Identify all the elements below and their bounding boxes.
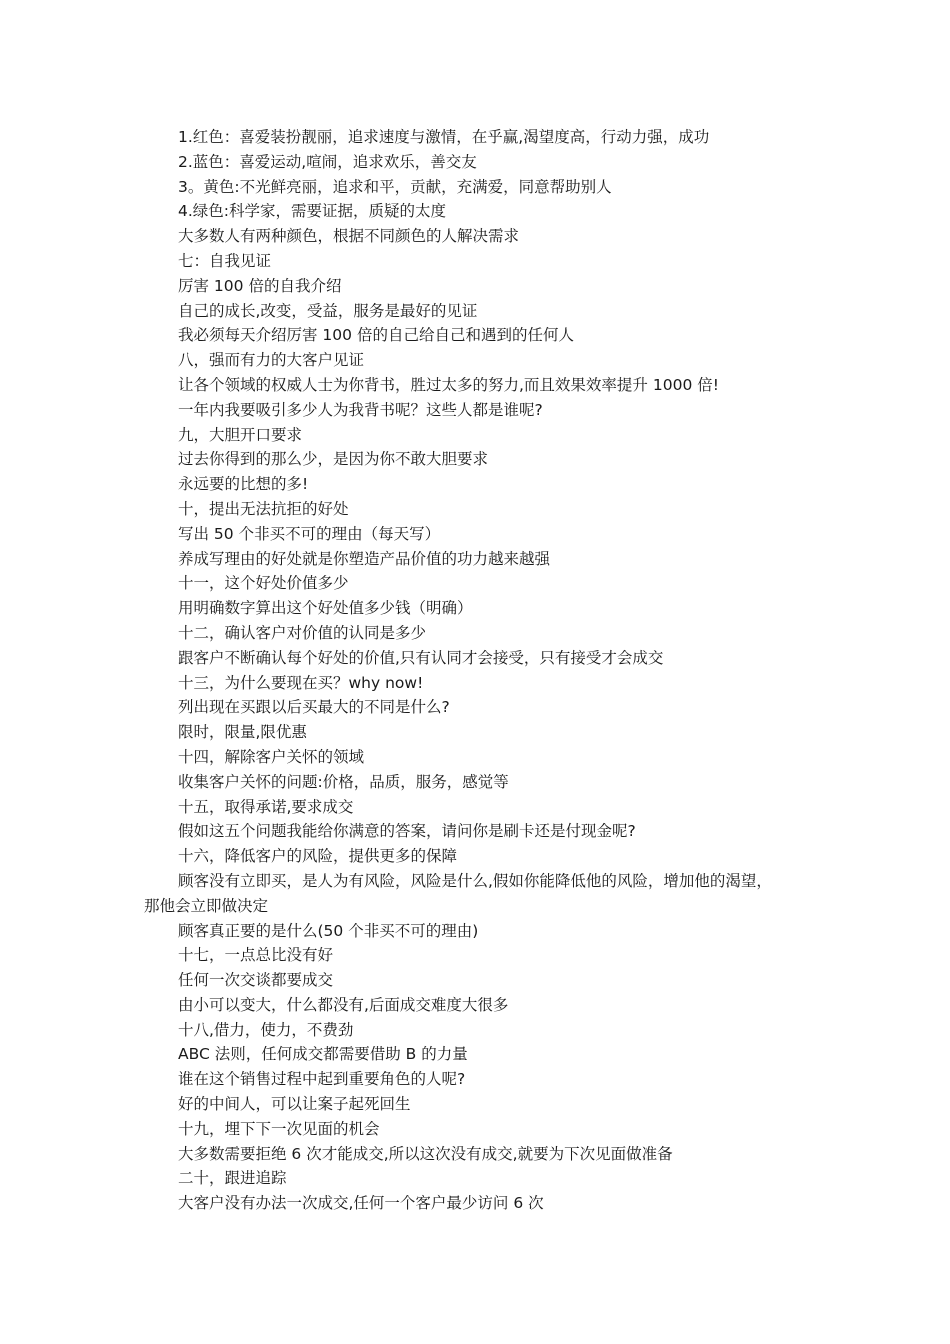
text-line: 永远要的比想的多! xyxy=(178,475,309,494)
text-line: 2.蓝色：喜爱运动,喧闹，追求欢乐，善交友 xyxy=(178,152,477,171)
section-heading: 八，强而有力的大客户见证 xyxy=(178,351,365,370)
text-line: 我必须每天介绍厉害 100 倍的自己给自己和遇到的任何人 xyxy=(178,326,574,345)
text-line: 大多数需要拒绝 6 次才能成交,所以这次没有成交,就要为下次见面做准备 xyxy=(178,1144,673,1163)
wrapped-paragraph xyxy=(144,869,824,919)
text-line: 收集客户关怀的问题:价格，品质，服务，感觉等 xyxy=(178,772,509,791)
text-line: 列出现在买跟以后买最大的不同是什么? xyxy=(178,698,450,717)
text-line: 让各个领域的权威人士为你背书，胜过太多的努力,而且效果效率提升 1000 倍! xyxy=(178,375,719,394)
text-line: 假如这五个问题我能给你满意的答案，请问你是刷卡还是付现金呢? xyxy=(178,822,636,841)
text-line: 大多数人有两种颜色，根据不同颜色的人解决需求 xyxy=(178,227,520,246)
section-heading: 九，大胆开口要求 xyxy=(178,425,303,444)
text-line: 4.绿色:科学家，需要证据，质疑的太度 xyxy=(178,202,447,221)
section-heading: 十三，为什么要现在买？why now! xyxy=(178,673,424,692)
text-line: 写出 50 个非买不可的理由（每天写） xyxy=(178,524,441,543)
text-line: 谁在这个销售过程中起到重要角色的人呢? xyxy=(178,1070,466,1089)
section-heading: 十五，取得承诺,要求成交 xyxy=(178,797,354,816)
text-line: 一年内我要吸引多少人为我背书呢？这些人都是谁呢? xyxy=(178,400,543,419)
section-heading: 十，提出无法抗拒的好处 xyxy=(178,499,349,518)
section-heading: 十二，确认客户对价值的认同是多少 xyxy=(178,623,427,642)
text-line: 用明确数字算出这个好处值多少钱（明确） xyxy=(178,599,473,618)
section-heading: 十六，降低客户的风险，提供更多的保障 xyxy=(178,847,458,866)
section-heading: 十八,借力，使力，不费劲 xyxy=(178,1020,354,1039)
text-line: ABC 法则，任何成交都需要借助 B 的力量 xyxy=(178,1045,468,1064)
text-line: 3。黄色:不光鲜亮丽，追求和平，贡献，充满爱，同意帮助别人 xyxy=(178,177,612,196)
text-line: 由小可以变大，什么都没有,后面成交难度大很多 xyxy=(178,995,509,1014)
section-heading: 十一，这个好处价值多少 xyxy=(178,574,349,593)
wrapped-paragraph-line-1: 顾客没有立即买，是人为有风险，风险是什么,假如你能降低他的风险，增加他的渴望， xyxy=(178,871,772,890)
text-line: 顾客真正要的是什么(50 个非买不可的理由) xyxy=(178,921,479,940)
text-line: 1.红色：喜爱装扮靓丽，追求速度与激情，在乎赢,渴望度高，行动力强，成功 xyxy=(178,128,710,146)
text-line: 自己的成长,改变，受益，服务是最好的见证 xyxy=(178,301,478,320)
text-line: 好的中间人，可以让案子起死回生 xyxy=(178,1095,411,1114)
section-heading: 十九，埋下下一次见面的机会 xyxy=(178,1119,380,1138)
text-line: 跟客户不断确认每个好处的价值,只有认同才会接受，只有接受才会成交 xyxy=(178,648,664,667)
text-line: 任何一次交谈都要成交 xyxy=(178,971,334,990)
wrapped-paragraph-line-2: 那他会立即做决定 xyxy=(144,896,269,915)
text-line: 养成写理由的好处就是你塑造产品价值的功力越来越强 xyxy=(178,549,551,568)
section-heading: 二十，跟进追踪 xyxy=(178,1169,287,1188)
text-line: 大客户没有办法一次成交,任何一个客户最少访问 6 次 xyxy=(178,1194,544,1213)
section-heading: 十七，一点总比没有好 xyxy=(178,946,334,965)
text-line: 厉害 100 倍的自我介绍 xyxy=(178,276,342,295)
text-line: 过去你得到的那么少，是因为你不敢大胆要求 xyxy=(178,450,489,469)
section-heading: 七：自我见证 xyxy=(178,251,272,270)
text-line: 限时，限量,限优惠 xyxy=(178,723,307,742)
section-heading: 十四，解除客户关怀的领域 xyxy=(178,747,365,766)
document-body xyxy=(144,125,824,1216)
